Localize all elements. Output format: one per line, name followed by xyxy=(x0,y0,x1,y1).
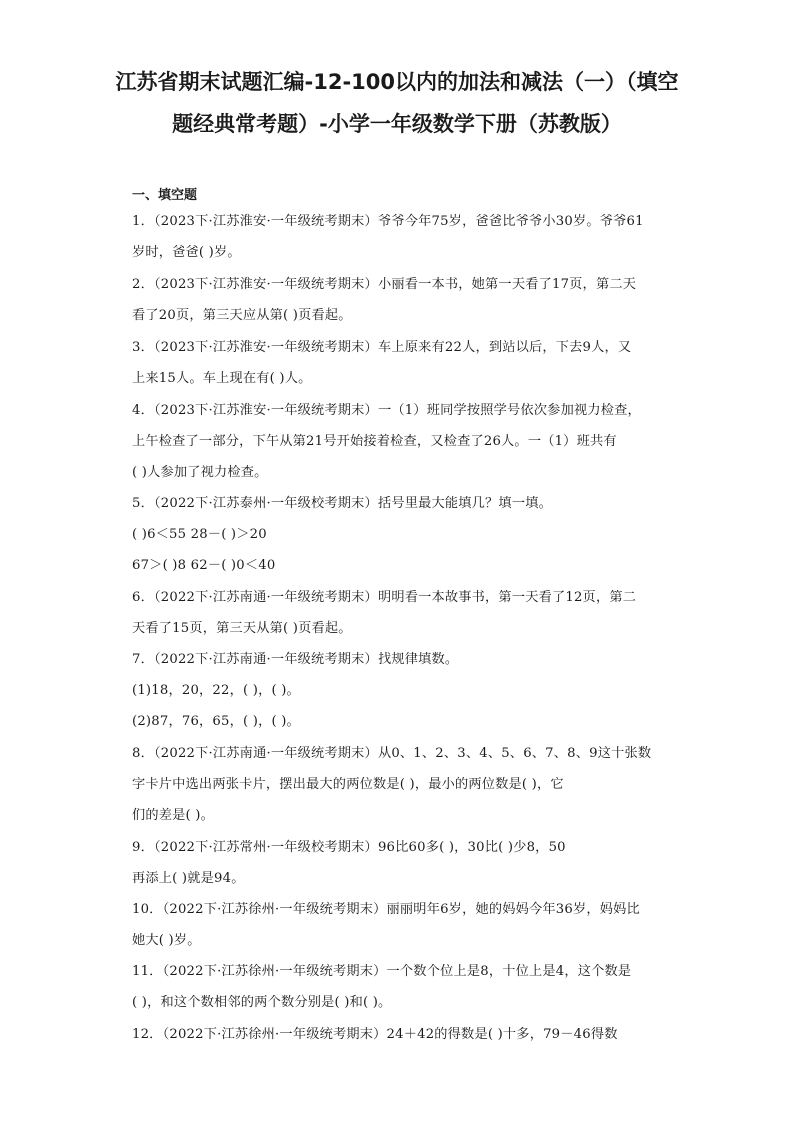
question-4-line-2: 上午检查了一部分，下午从第21号开始接着检查，又检查了26人。一（1）班共有 xyxy=(132,434,617,449)
question-3-line-2: 上来15人。车上现在有( )人。 xyxy=(132,371,312,386)
question-5-line-3: 67＞( )8 62－( )0＜40 xyxy=(132,558,276,573)
question-10-line-1: 10．（2022下·江苏徐州·一年级统考期末）丽丽明年6岁，她的妈妈今年36岁，妈妈比 xyxy=(132,902,640,917)
question-10-line-2: 她大( )岁。 xyxy=(132,933,201,948)
question-2-line-1: 2．（2023下·江苏淮安·一年级统考期末）小丽看一本书，她第一天看了17页，第二天 xyxy=(132,277,637,292)
question-6-line-1: 6．（2022下·江苏南通·一年级统考期末）明明看一本故事书，第一天看了12页，第二 xyxy=(132,590,637,605)
question-8-line-3: 们的差是( )。 xyxy=(132,808,215,823)
question-11-line-2: ( )，和这个数相邻的两个数分别是( )和( )。 xyxy=(132,995,392,1010)
question-9-line-1: 9．（2022下·江苏常州·一年级校考期末）96比60多( )，30比( )少8，50 xyxy=(132,840,566,855)
question-1-line-2: 岁时，爸爸( )岁。 xyxy=(132,245,241,260)
question-3-line-1: 3．（2023下·江苏淮安·一年级统考期末）车上原来有22人，到站以后，下去9人，又 xyxy=(132,340,632,355)
question-5-line-1: 5．（2022下·江苏泰州·一年级校考期末）括号里最大能填几？填一填。 xyxy=(132,496,552,511)
question-6-line-2: 天看了15页，第三天从第( )页看起。 xyxy=(132,621,352,636)
question-4-line-3: ( )人参加了视力检查。 xyxy=(132,465,268,480)
question-5-line-2: ( )6＜55 28－( )＞20 xyxy=(132,527,267,542)
question-1-line-1: 1．（2023下·江苏淮安·一年级统考期末）爷爷今年75岁，爸爸比爷爷小30岁。爷爷61 xyxy=(132,214,644,229)
question-7-line-2: (1)18，20，22，( )，( )。 xyxy=(132,683,300,698)
question-8-line-1: 8．（2022下·江苏南通·一年级统考期末）从0、1、2、3、4、5、6、7、8、9这十张数 xyxy=(132,746,652,761)
question-7-line-1: 7．（2022下·江苏南通·一年级统考期末）找规律填数。 xyxy=(132,652,459,667)
document-title-line-1: 江苏省期末试题汇编-12-100以内的加法和减法（一）（填空 xyxy=(115,70,679,94)
question-9-line-2: 再添上( )就是94。 xyxy=(132,871,245,886)
question-7-line-3: (2)87，76，65，( )，( )。 xyxy=(132,714,300,729)
section-heading: 一、填空题 xyxy=(132,188,198,203)
document-title-line-2: 题经典常考题）-小学一年级数学下册（苏教版） xyxy=(172,112,622,136)
question-12-line-1: 12．（2022下·江苏徐州·一年级统考期末）24＋42的得数是( )十多，79－46得数 xyxy=(132,1027,618,1042)
question-8-line-2: 字卡片中选出两张卡片，摆出最大的两位数是( )，最小的两位数是( )，它 xyxy=(132,777,564,792)
question-2-line-2: 看了20页，第三天应从第( )页看起。 xyxy=(132,308,352,323)
question-11-line-1: 11．（2022下·江苏徐州·一年级统考期末）一个数个位上是8，十位上是4，这个数是 xyxy=(132,964,632,979)
question-4-line-1: 4．（2023下·江苏淮安·一年级统考期末）一（1）班同学按照学号依次参加视力检查， xyxy=(132,403,641,418)
